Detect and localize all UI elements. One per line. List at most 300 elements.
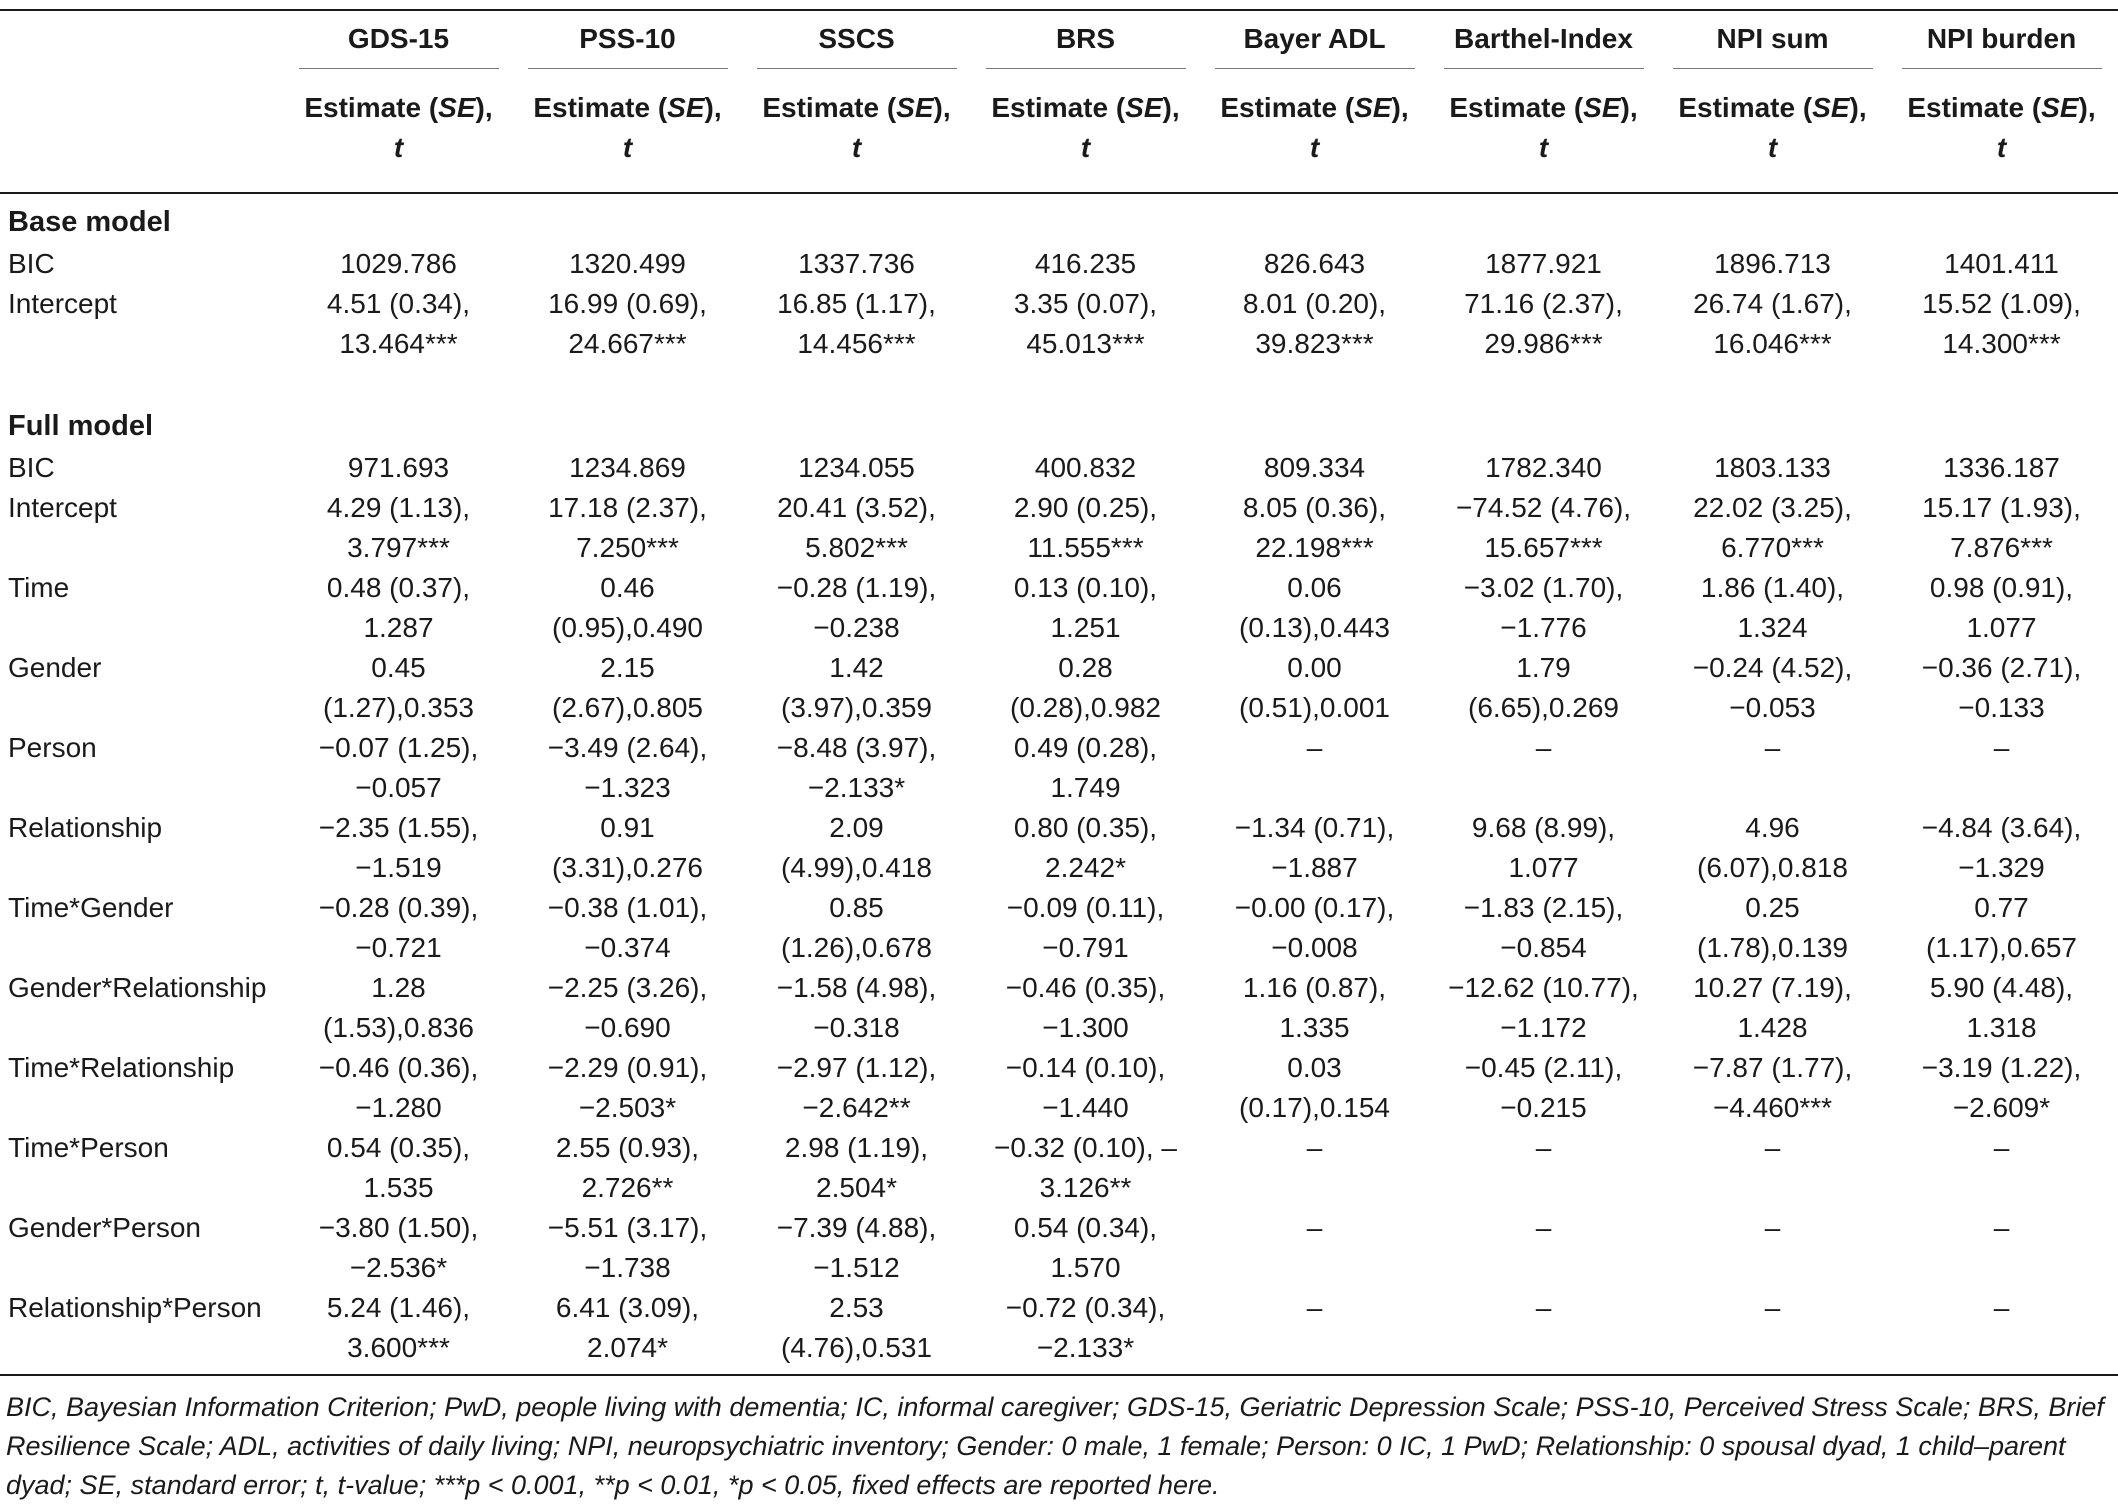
table-cell bbox=[742, 1048, 971, 1128]
cell-line: −0.14 (0.10), bbox=[1005, 1052, 1166, 1083]
table-cell bbox=[513, 888, 742, 968]
cell-line: (0.13),0.443 bbox=[1239, 612, 1390, 643]
cell-line: – bbox=[1764, 732, 1781, 763]
cell-line: 0.77 bbox=[1974, 892, 2029, 923]
cell-line: 1803.133 bbox=[1714, 452, 1831, 483]
row-label: Time*Person bbox=[8, 1132, 169, 1163]
table-cell bbox=[284, 284, 513, 384]
regression-results-table bbox=[2, 0, 2116, 1368]
cell-line: 2.98 (1.19), bbox=[784, 1132, 929, 1163]
table-cell bbox=[742, 1128, 971, 1208]
column-header-label: BRS bbox=[986, 20, 1186, 69]
cell-line: 1.86 (1.40), bbox=[1700, 572, 1845, 603]
cell-line: 1.28 bbox=[371, 972, 426, 1003]
cell-line: 1.428 bbox=[1737, 1012, 1808, 1043]
cell-line: (2.67),0.805 bbox=[552, 692, 703, 723]
cell-line: 71.16 (2.37), bbox=[1464, 288, 1623, 319]
cell-line: 4.29 (1.13), bbox=[326, 492, 471, 523]
cell-line: 16.99 (0.69), bbox=[548, 288, 707, 319]
table-row bbox=[2, 808, 2116, 888]
cell-line: (0.95),0.490 bbox=[552, 612, 703, 643]
column-header bbox=[284, 0, 513, 82]
table-cell bbox=[1200, 728, 1429, 808]
table-cell bbox=[284, 448, 513, 488]
table-cell bbox=[1429, 244, 1658, 284]
cell-line: −4.84 (3.64), bbox=[1921, 812, 2082, 843]
cell-line: −0.09 (0.11), bbox=[1006, 892, 1165, 923]
table-cell bbox=[284, 1208, 513, 1288]
table-cell bbox=[513, 1208, 742, 1288]
table-row bbox=[2, 728, 2116, 808]
table-cell bbox=[1887, 888, 2116, 968]
table-cell bbox=[1200, 448, 1429, 488]
table-cell bbox=[284, 1048, 513, 1128]
cell-line: 0.54 (0.35), bbox=[326, 1132, 471, 1163]
cell-line: −0.28 (1.19), bbox=[776, 572, 937, 603]
section-row bbox=[2, 384, 2116, 448]
cell-line: 15.52 (1.09), bbox=[1922, 288, 2081, 319]
cell-line: 1234.055 bbox=[798, 452, 915, 483]
table-cell bbox=[1887, 1288, 2116, 1368]
cell-line: −1.83 (2.15), bbox=[1463, 892, 1624, 923]
column-header bbox=[1429, 0, 1658, 82]
table-cell bbox=[1429, 1048, 1658, 1128]
column-header-label: SSCS bbox=[757, 20, 957, 69]
cell-line: 1.570 bbox=[1050, 1252, 1121, 1283]
table-cell bbox=[971, 244, 1200, 284]
cell-line: – bbox=[1535, 1212, 1552, 1243]
table-cell bbox=[971, 808, 1200, 888]
cell-line: −2.642** bbox=[802, 1092, 911, 1123]
row-label: Time*Gender bbox=[8, 892, 174, 923]
cell-line: 22.02 (3.25), bbox=[1693, 492, 1852, 523]
cell-line: −1.172 bbox=[1500, 1012, 1587, 1043]
cell-line: (0.51),0.001 bbox=[1239, 692, 1390, 723]
table-cell bbox=[971, 284, 1200, 384]
cell-line: (3.31),0.276 bbox=[552, 852, 703, 883]
cell-line: 0.28 bbox=[1058, 652, 1113, 683]
table-cell bbox=[742, 568, 971, 648]
cell-line: −3.49 (2.64), bbox=[547, 732, 708, 763]
cell-line: 5.24 (1.46), bbox=[326, 1292, 471, 1323]
table-cell bbox=[1200, 568, 1429, 648]
cell-line: 0.54 (0.34), bbox=[1013, 1212, 1158, 1243]
cell-line: 1.077 bbox=[1966, 612, 2037, 643]
cell-line: (1.26),0.678 bbox=[781, 932, 932, 963]
table-cell bbox=[971, 1208, 1200, 1288]
table-cell bbox=[1658, 1208, 1887, 1288]
estimate-subheader: Estimate (SE), t bbox=[762, 92, 951, 163]
cell-line: −7.39 (4.88), bbox=[776, 1212, 937, 1243]
cell-line: 5.802*** bbox=[805, 532, 908, 563]
table-cell bbox=[742, 1288, 971, 1368]
cell-line: 809.334 bbox=[1263, 452, 1366, 483]
cell-line: – bbox=[1306, 1212, 1323, 1243]
cell-line: 2.074* bbox=[587, 1332, 668, 1363]
cell-line: – bbox=[1764, 1132, 1781, 1163]
cell-line: 0.03 bbox=[1287, 1052, 1342, 1083]
table-row bbox=[2, 1288, 2116, 1368]
cell-line: −3.80 (1.50), bbox=[318, 1212, 479, 1243]
table-cell bbox=[284, 728, 513, 808]
cell-line: 9.68 (8.99), bbox=[1471, 812, 1616, 843]
table-cell bbox=[1658, 888, 1887, 968]
table-row bbox=[2, 448, 2116, 488]
cell-line: −1.34 (0.71), bbox=[1234, 812, 1395, 843]
table-cell bbox=[513, 728, 742, 808]
cell-line: 15.657*** bbox=[1484, 532, 1603, 563]
table-cell bbox=[1658, 568, 1887, 648]
cell-line: 3.126** bbox=[1039, 1172, 1132, 1203]
cell-line: −0.133 bbox=[1958, 692, 2045, 723]
table-cell bbox=[1887, 244, 2116, 284]
cell-line: 3.35 (0.07), bbox=[1013, 288, 1158, 319]
cell-line: −0.690 bbox=[584, 1012, 671, 1043]
cell-line: 1.318 bbox=[1966, 1012, 2037, 1043]
table-cell bbox=[1658, 284, 1887, 384]
table-cell bbox=[971, 568, 1200, 648]
table-cell bbox=[1887, 488, 2116, 568]
table-cell bbox=[1429, 968, 1658, 1048]
table-cell bbox=[1200, 968, 1429, 1048]
cell-line: 2.504* bbox=[816, 1172, 897, 1203]
section-title: Full model bbox=[8, 410, 153, 442]
table-body bbox=[2, 200, 2116, 1368]
cell-line: −2.29 (0.91), bbox=[547, 1052, 708, 1083]
row-label: Gender*Relationship bbox=[8, 972, 267, 1003]
cell-line: 11.555*** bbox=[1027, 532, 1144, 563]
table-cell bbox=[971, 968, 1200, 1048]
table-row bbox=[2, 648, 2116, 728]
cell-line: −1.887 bbox=[1271, 852, 1358, 883]
section-title: Base model bbox=[8, 206, 171, 238]
table-cell bbox=[1658, 1128, 1887, 1208]
cell-line: −1.58 (4.98), bbox=[776, 972, 937, 1003]
table-cell bbox=[971, 488, 1200, 568]
cell-line: 0.80 (0.35), bbox=[1013, 812, 1158, 843]
row-label: BIC bbox=[8, 248, 55, 279]
cell-line: −0.07 (1.25), bbox=[318, 732, 479, 763]
table-cell bbox=[971, 648, 1200, 728]
cell-line: −0.45 (2.11), bbox=[1464, 1052, 1623, 1083]
cell-line: – bbox=[1993, 732, 2010, 763]
cell-line: −0.721 bbox=[355, 932, 442, 963]
table-cell bbox=[1200, 284, 1429, 384]
cell-line: 24.667*** bbox=[568, 328, 687, 359]
cell-line: −2.536* bbox=[349, 1252, 448, 1283]
cell-line: 0.48 (0.37), bbox=[326, 572, 471, 603]
table-cell bbox=[1429, 648, 1658, 728]
table-cell bbox=[513, 808, 742, 888]
row-label: Gender bbox=[8, 652, 102, 683]
row-label: Intercept bbox=[8, 492, 117, 523]
table-cell bbox=[1200, 488, 1429, 568]
table-footnote: BIC, Bayesian Information Criterion; PwD, people living with dementia; IC, informal caregiver; GDS-15, Geriatric Depression Scale; PSS-10, Perceived Stress Scale; BRS, Brief Resilience Scale; ADL, activities of daily living; NPI, neuropsychiatric inventory; Gender: 0 male, 1 female; Person: 0 IC, 1 PwD; Relationship: 0 spousal dyad, 1 child–parent dyad; SE, standard error; t, t-value; ***p < 0.001, **p < 0.01, *p < 0.05, fixed effects are reported here. bbox=[6, 1392, 2104, 1500]
cell-line: 14.456*** bbox=[797, 328, 916, 359]
cell-line: −0.32 (0.10), – bbox=[994, 1132, 1177, 1163]
cell-line: 2.90 (0.25), bbox=[1013, 492, 1158, 523]
cell-line: – bbox=[1535, 1292, 1552, 1323]
cell-line: 1.79 bbox=[1516, 652, 1571, 683]
cell-line: −2.609* bbox=[1952, 1092, 2051, 1123]
cell-line: 6.41 (3.09), bbox=[555, 1292, 700, 1323]
cell-line: −0.008 bbox=[1271, 932, 1358, 963]
cell-line: −4.460*** bbox=[1712, 1092, 1833, 1123]
table-row bbox=[2, 1128, 2116, 1208]
cell-line: 0.13 (0.10), bbox=[1013, 572, 1158, 603]
table-cell bbox=[1200, 888, 1429, 968]
table-cell bbox=[1429, 1288, 1658, 1368]
cell-line: −0.46 (0.35), bbox=[1005, 972, 1166, 1003]
table-cell bbox=[284, 488, 513, 568]
cell-line: −0.36 (2.71), bbox=[1921, 652, 2082, 683]
table-cell bbox=[742, 284, 971, 384]
cell-line: 16.85 (1.17), bbox=[777, 288, 936, 319]
cell-line: 17.18 (2.37), bbox=[548, 492, 707, 523]
cell-line: 4.96 bbox=[1745, 812, 1800, 843]
table-row bbox=[2, 888, 2116, 968]
table-cell bbox=[1200, 1128, 1429, 1208]
cell-line: −0.46 (0.36), bbox=[318, 1052, 479, 1083]
cell-line: −0.28 (0.39), bbox=[318, 892, 479, 923]
cell-line: – bbox=[1764, 1292, 1781, 1323]
row-label: Time bbox=[8, 572, 70, 603]
table-cell bbox=[1887, 808, 2116, 888]
cell-line: 3.600*** bbox=[347, 1332, 450, 1363]
cell-line: −1.300 bbox=[1042, 1012, 1129, 1043]
cell-line: 1401.411 bbox=[1944, 248, 2059, 279]
table-cell bbox=[1658, 648, 1887, 728]
cell-line: 2.15 bbox=[600, 652, 655, 683]
table-cell bbox=[971, 1128, 1200, 1208]
cell-line: (0.17),0.154 bbox=[1239, 1092, 1390, 1123]
cell-line: 0.85 bbox=[829, 892, 884, 923]
table-cell bbox=[742, 1208, 971, 1288]
cell-line: (3.97),0.359 bbox=[781, 692, 932, 723]
table-cell bbox=[742, 888, 971, 968]
cell-line: – bbox=[1306, 1292, 1323, 1323]
table-cell bbox=[513, 968, 742, 1048]
cell-line: 10.27 (7.19), bbox=[1693, 972, 1852, 1003]
cell-line: −2.25 (3.26), bbox=[547, 972, 708, 1003]
cell-line: 971.693 bbox=[347, 452, 450, 483]
cell-line: 0.06 bbox=[1287, 572, 1342, 603]
row-label: Relationship*Person bbox=[8, 1292, 262, 1323]
cell-line: 1320.499 bbox=[569, 248, 686, 279]
cell-line: −2.503* bbox=[578, 1092, 677, 1123]
cell-line: (1.27),0.353 bbox=[323, 692, 474, 723]
column-header-label: GDS-15 bbox=[299, 20, 499, 69]
cell-line: 1.324 bbox=[1737, 612, 1808, 643]
column-header-row bbox=[2, 0, 2116, 82]
cell-line: −1.323 bbox=[584, 772, 671, 803]
cell-line: 1.16 (0.87), bbox=[1242, 972, 1387, 1003]
cell-line: – bbox=[1306, 1132, 1323, 1163]
cell-line: −0.72 (0.34), bbox=[1005, 1292, 1166, 1323]
cell-line: 2.53 bbox=[829, 1292, 884, 1323]
cell-line: −2.35 (1.55), bbox=[318, 812, 479, 843]
table-cell bbox=[513, 648, 742, 728]
table-cell bbox=[284, 888, 513, 968]
table-cell bbox=[1887, 568, 2116, 648]
table-cell bbox=[1429, 888, 1658, 968]
table-cell bbox=[742, 488, 971, 568]
table-cell bbox=[742, 448, 971, 488]
cell-line: (1.53),0.836 bbox=[323, 1012, 474, 1043]
table-cell bbox=[1200, 1288, 1429, 1368]
column-header bbox=[742, 0, 971, 82]
table-row bbox=[2, 244, 2116, 284]
table-cell bbox=[1658, 968, 1887, 1048]
cell-line: 8.01 (0.20), bbox=[1242, 288, 1387, 319]
table-cell bbox=[742, 968, 971, 1048]
cell-line: 16.046*** bbox=[1713, 328, 1832, 359]
cell-line: −12.62 (10.77), bbox=[1448, 972, 1639, 1003]
table-cell bbox=[1429, 488, 1658, 568]
cell-line: – bbox=[1993, 1132, 2010, 1163]
cell-line: (6.07),0.818 bbox=[1697, 852, 1848, 883]
table-cell bbox=[1429, 1128, 1658, 1208]
table-row bbox=[2, 1048, 2116, 1128]
cell-line: 0.91 bbox=[600, 812, 655, 843]
table-cell bbox=[1658, 1288, 1887, 1368]
cell-line: −1.512 bbox=[813, 1252, 900, 1283]
cell-line: 26.74 (1.67), bbox=[1693, 288, 1852, 319]
section-row bbox=[2, 200, 2116, 244]
table-cell bbox=[1429, 808, 1658, 888]
cell-line: 22.198*** bbox=[1255, 532, 1374, 563]
cell-line: (0.28),0.982 bbox=[1010, 692, 1161, 723]
table-cell bbox=[971, 1288, 1200, 1368]
table-row bbox=[2, 568, 2116, 648]
table-cell bbox=[1887, 448, 2116, 488]
cell-line: 2.55 (0.93), bbox=[555, 1132, 700, 1163]
cell-line: 2.726** bbox=[581, 1172, 674, 1203]
cell-line: −74.52 (4.76), bbox=[1455, 492, 1632, 523]
cell-line: 416.235 bbox=[1034, 248, 1137, 279]
cell-line: (4.99),0.418 bbox=[781, 852, 932, 883]
cell-line: 1337.736 bbox=[798, 248, 915, 279]
table-cell bbox=[1200, 808, 1429, 888]
estimate-subheader: Estimate (SE), t bbox=[533, 92, 722, 163]
table-cell bbox=[1429, 1208, 1658, 1288]
row-label: BIC bbox=[8, 452, 55, 483]
cell-line: (4.76),0.531 bbox=[781, 1332, 932, 1363]
estimate-subheader: Estimate (SE), t bbox=[1678, 92, 1867, 163]
table-cell bbox=[513, 244, 742, 284]
table-cell bbox=[1658, 448, 1887, 488]
cell-line: 1.251 bbox=[1050, 612, 1121, 643]
table-cell bbox=[742, 808, 971, 888]
table-row bbox=[2, 1208, 2116, 1288]
table-cell bbox=[1429, 568, 1658, 648]
cell-line: – bbox=[1993, 1212, 2010, 1243]
cell-line: 8.05 (0.36), bbox=[1242, 492, 1387, 523]
cell-line: 1877.921 bbox=[1485, 248, 1602, 279]
table-cell bbox=[1887, 1128, 2116, 1208]
cell-line: – bbox=[1535, 1132, 1552, 1163]
column-header-label: PSS-10 bbox=[528, 20, 728, 69]
cell-line: −0.057 bbox=[355, 772, 442, 803]
cell-line: −1.738 bbox=[584, 1252, 671, 1283]
cell-line: −0.215 bbox=[1500, 1092, 1587, 1123]
cell-line: (1.17),0.657 bbox=[1926, 932, 2077, 963]
cell-line: 0.00 bbox=[1287, 652, 1342, 683]
table-cell bbox=[284, 244, 513, 284]
table-bottom-rule bbox=[0, 1374, 2118, 1376]
cell-line: −2.133* bbox=[1036, 1332, 1135, 1363]
row-label: Relationship bbox=[8, 812, 163, 843]
corner-cell bbox=[2, 0, 284, 82]
cell-line: 0.49 (0.28), bbox=[1013, 732, 1158, 763]
column-header-label: NPI burden bbox=[1902, 20, 2102, 69]
cell-line: −0.791 bbox=[1042, 932, 1129, 963]
table-cell bbox=[513, 1288, 742, 1368]
cell-line: 5.90 (4.48), bbox=[1929, 972, 2074, 1003]
cell-line: −0.24 (4.52), bbox=[1692, 652, 1853, 683]
cell-line: 7.250*** bbox=[576, 532, 679, 563]
cell-line: −3.02 (1.70), bbox=[1463, 572, 1624, 603]
cell-line: 1782.340 bbox=[1485, 452, 1602, 483]
row-label: Person bbox=[8, 732, 97, 763]
column-header bbox=[513, 0, 742, 82]
cell-line: 1234.869 bbox=[569, 452, 686, 483]
cell-line: 826.643 bbox=[1263, 248, 1366, 279]
cell-line: 2.242* bbox=[1045, 852, 1126, 883]
table-cell bbox=[1658, 728, 1887, 808]
cell-line: 1.077 bbox=[1508, 852, 1579, 883]
table-cell bbox=[742, 244, 971, 284]
cell-line: 15.17 (1.93), bbox=[1922, 492, 2081, 523]
cell-line: −1.519 bbox=[355, 852, 442, 883]
cell-line: 1336.187 bbox=[1943, 452, 2060, 483]
table-cell bbox=[513, 448, 742, 488]
cell-line: −1.776 bbox=[1500, 612, 1587, 643]
cell-line: −0.318 bbox=[813, 1012, 900, 1043]
cell-line: −0.00 (0.17), bbox=[1234, 892, 1395, 923]
cell-line: 400.832 bbox=[1034, 452, 1137, 483]
column-header bbox=[1200, 0, 1429, 82]
estimate-subheader: Estimate (SE), t bbox=[304, 92, 493, 163]
cell-line: 0.25 bbox=[1745, 892, 1800, 923]
cell-line: 0.98 (0.91), bbox=[1929, 572, 2074, 603]
cell-line: −7.87 (1.77), bbox=[1692, 1052, 1853, 1083]
table-cell bbox=[742, 728, 971, 808]
estimate-subheader: Estimate (SE), t bbox=[1907, 92, 2096, 163]
table-row bbox=[2, 488, 2116, 568]
cell-line: 13.464*** bbox=[339, 328, 458, 359]
table-cell bbox=[284, 648, 513, 728]
table-cell bbox=[1200, 244, 1429, 284]
cell-line: 3.797*** bbox=[347, 532, 450, 563]
table-cell bbox=[1200, 1208, 1429, 1288]
table-row bbox=[2, 284, 2116, 384]
column-header bbox=[1658, 0, 1887, 82]
cell-line: – bbox=[1535, 732, 1552, 763]
corner-cell bbox=[2, 82, 284, 200]
table-cell bbox=[1658, 1048, 1887, 1128]
cell-line: −0.374 bbox=[584, 932, 671, 963]
column-header-label: NPI sum bbox=[1673, 20, 1873, 69]
table-cell bbox=[1429, 284, 1658, 384]
table-cell bbox=[1887, 1048, 2116, 1128]
cell-line: 1029.786 bbox=[340, 248, 457, 279]
cell-line: 20.41 (3.52), bbox=[777, 492, 936, 523]
cell-line: – bbox=[1993, 1292, 2010, 1323]
cell-line: – bbox=[1306, 732, 1323, 763]
column-header bbox=[971, 0, 1200, 82]
cell-line: 1.42 bbox=[829, 652, 884, 683]
